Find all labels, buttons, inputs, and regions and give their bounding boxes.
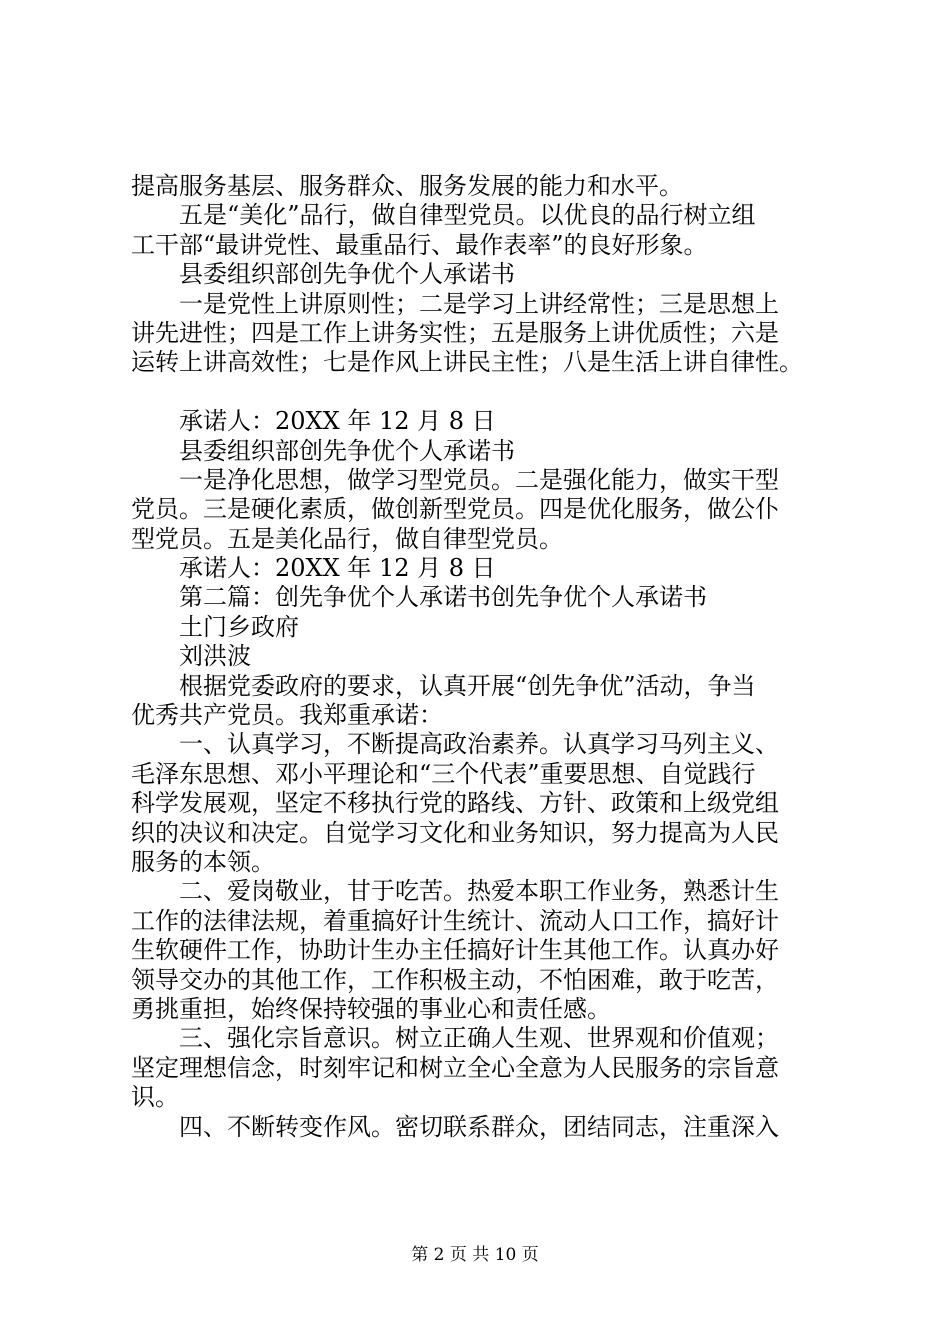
signature-line: 承诺人：20XX 年 12 月 8 日 [179, 554, 496, 583]
paragraph-line: 讲先进性；四是工作上讲务实性；五是服务上讲优质性；六是 [131, 318, 779, 347]
paragraph-line: 工作的法律法规，着重搞好计生统计、流动人口工作，搞好计 [131, 906, 779, 935]
paragraph-line: 优秀共产党员。我郑重承诺： [131, 701, 443, 730]
paragraph-line: 科学发展观，坚定不移执行党的路线、方针、政策和上级党组 [131, 789, 779, 818]
paragraph-line: 二、爱岗敬业，甘于吃苦。热爱本职工作业务，熟悉计生 [179, 877, 779, 906]
blank-line [131, 378, 831, 407]
paragraph-line: 毛泽东思想、邓小平理论和“三个代表”重要思想、自觉践行 [131, 759, 756, 788]
paragraph-line: 根据党委政府的要求，认真开展“创先争优”活动，争当 [179, 671, 756, 700]
paragraph-line: 领导交办的其他工作，工作积极主动，不怕困难，敢于吃苦， [131, 965, 779, 994]
page-number: 第 2 页 共 10 页 [411, 1245, 539, 1265]
paragraph-line: 四、不断转变作风。密切联系群众，团结同志，注重深入 [179, 1112, 779, 1141]
paragraph-line: 一是党性上讲原则性；二是学习上讲经常性；三是思想上 [179, 289, 779, 318]
paragraph-line: 五是“美化”品行，做自律型党员。以优良的品行树立组 [179, 201, 756, 230]
signature-line: 承诺人：20XX 年 12 月 8 日 [179, 407, 496, 436]
paragraph-line: 生软硬件工作，协助计生办主任搞好计生其他工作。认真办好 [131, 936, 779, 965]
paragraph-line: 运转上讲高效性；七是作风上讲民主性；八是生活上讲自律性。 [131, 348, 803, 377]
paragraph-line: 识。 [131, 1083, 179, 1112]
paragraph-line: 织的决议和决定。自觉学习文化和业务知识，努力提高为人民 [131, 818, 779, 847]
section-heading: 县委组织部创先争优个人承诺书 [179, 260, 515, 289]
paragraph-line: 三、强化宗旨意识。树立正确人生观、世界观和价值观； [179, 1024, 779, 1053]
paragraph-line: 型党员。五是美化品行，做自律型党员。 [131, 524, 563, 553]
paragraph-line: 服务的本领。 [131, 847, 275, 876]
paragraph-line: 工干部“最讲党性、最重品行、最作表率”的良好形象。 [131, 230, 708, 259]
organization-name: 土门乡政府 [179, 612, 299, 641]
author-name: 刘洪波 [179, 642, 251, 671]
document-body [131, 172, 831, 1142]
paragraph-line: 提高服务基层、服务群众、服务发展的能力和水平。 [131, 172, 683, 200]
paragraph-line: 一是净化思想，做学习型党员。二是强化能力，做实干型 [179, 465, 779, 494]
paragraph-line: 勇挑重担，始终保持较强的事业心和责任感。 [131, 994, 611, 1023]
paragraph-line: 一、认真学习，不断提高政治素养。认真学习马列主义、 [179, 730, 779, 759]
chapter-title: 第二篇：创先争优个人承诺书创先争优个人承诺书 [179, 583, 707, 612]
paragraph-line: 坚定理想信念，时刻牢记和树立全心全意为人民服务的宗旨意 [131, 1053, 779, 1082]
paragraph-line: 党员。三是硬化素质，做创新型党员。四是优化服务，做公仆 [131, 495, 779, 524]
section-heading: 县委组织部创先争优个人承诺书 [179, 436, 515, 465]
